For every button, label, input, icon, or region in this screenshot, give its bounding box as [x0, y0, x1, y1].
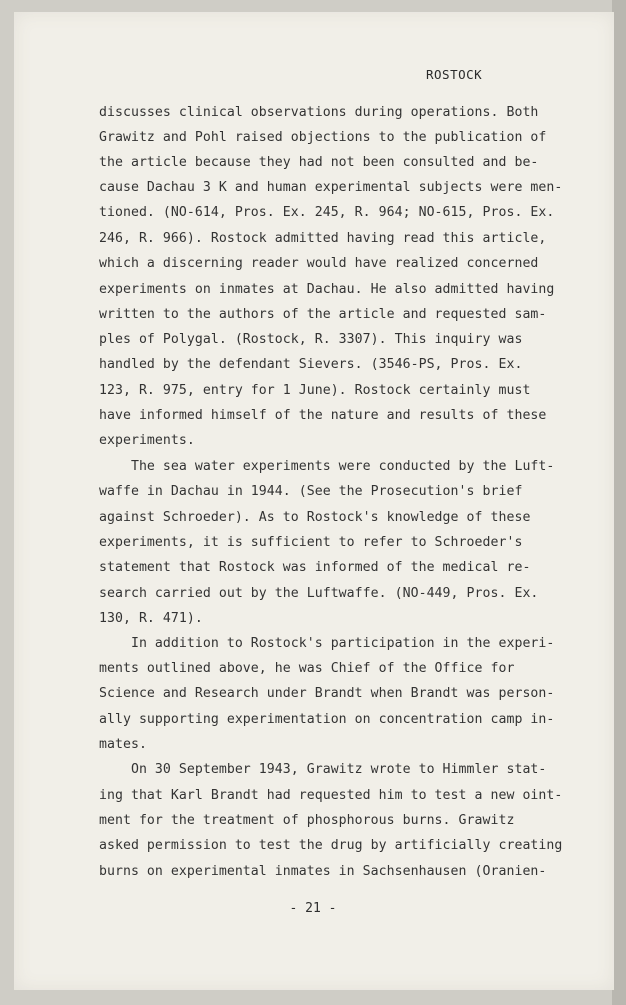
text-line: On 30 September 1943, Grawitz wrote to Himmler stat- — [99, 762, 547, 777]
text-line: In addition to Rostock's participation in the experi- — [99, 636, 555, 651]
text-line: Science and Research under Brandt when Brandt was person- — [99, 686, 555, 701]
text-line: ments outlined above, he was Chief of the Office for — [99, 661, 515, 676]
text-line: ment for the treatment of phosphorous burns. Grawitz — [99, 813, 515, 828]
text-line: have informed himself of the nature and results of these — [99, 408, 547, 423]
text-line: which a discerning reader would have realized concerned — [99, 256, 539, 271]
text-line: asked permission to test the drug by artificially creating — [99, 838, 563, 853]
text-line: the article because they had not been consulted and be- — [99, 155, 539, 170]
text-line: Grawitz and Pohl raised objections to the publication of — [99, 130, 547, 145]
text-line: waffe in Dachau in 1944. (See the Prosecution's brief — [99, 484, 523, 499]
text-line: search carried out by the Luftwaffe. (NO-449, Pros. Ex. — [99, 586, 539, 601]
text-line: ples of Polygal. (Rostock, R. 3307). This inquiry was — [99, 332, 523, 347]
text-line: tioned. (NO-614, Pros. Ex. 245, R. 964; NO-615, Pros. Ex. — [99, 205, 555, 220]
page-header: ROSTOCK — [426, 67, 483, 82]
text-line: 246, R. 966). Rostock admitted having read this article, — [99, 231, 547, 246]
text-line: cause Dachau 3 K and human experimental subjects were men- — [99, 180, 563, 195]
text-line: ing that Karl Brandt had requested him to test a new oint- — [99, 788, 563, 803]
text-line: burns on experimental inmates in Sachsenhausen (Oranien- — [99, 864, 547, 879]
page-number: - 21 - — [289, 901, 337, 916]
scan-edge — [612, 0, 626, 1005]
text-line: The sea water experiments were conducted by the Luft- — [99, 459, 555, 474]
text-line: discusses clinical observations during operations. Both — [99, 105, 539, 120]
text-line: 130, R. 471). — [99, 611, 203, 626]
text-line: handled by the defendant Sievers. (3546-PS, Pros. Ex. — [99, 357, 523, 372]
text-line: against Schroeder). As to Rostock's knowledge of these — [99, 510, 531, 525]
text-line: written to the authors of the article and requested sam- — [99, 307, 547, 322]
text-line: mates. — [99, 737, 147, 752]
text-line: experiments on inmates at Dachau. He also admitted having — [99, 282, 555, 297]
text-line: 123, R. 975, entry for 1 June). Rostock certainly must — [99, 383, 531, 398]
text-line: ally supporting experimentation on concentration camp in- — [99, 712, 555, 727]
text-line: experiments. — [99, 433, 195, 448]
text-line: statement that Rostock was informed of the medical re- — [99, 560, 531, 575]
text-line: experiments, it is sufficient to refer to Schroeder's — [99, 535, 523, 550]
